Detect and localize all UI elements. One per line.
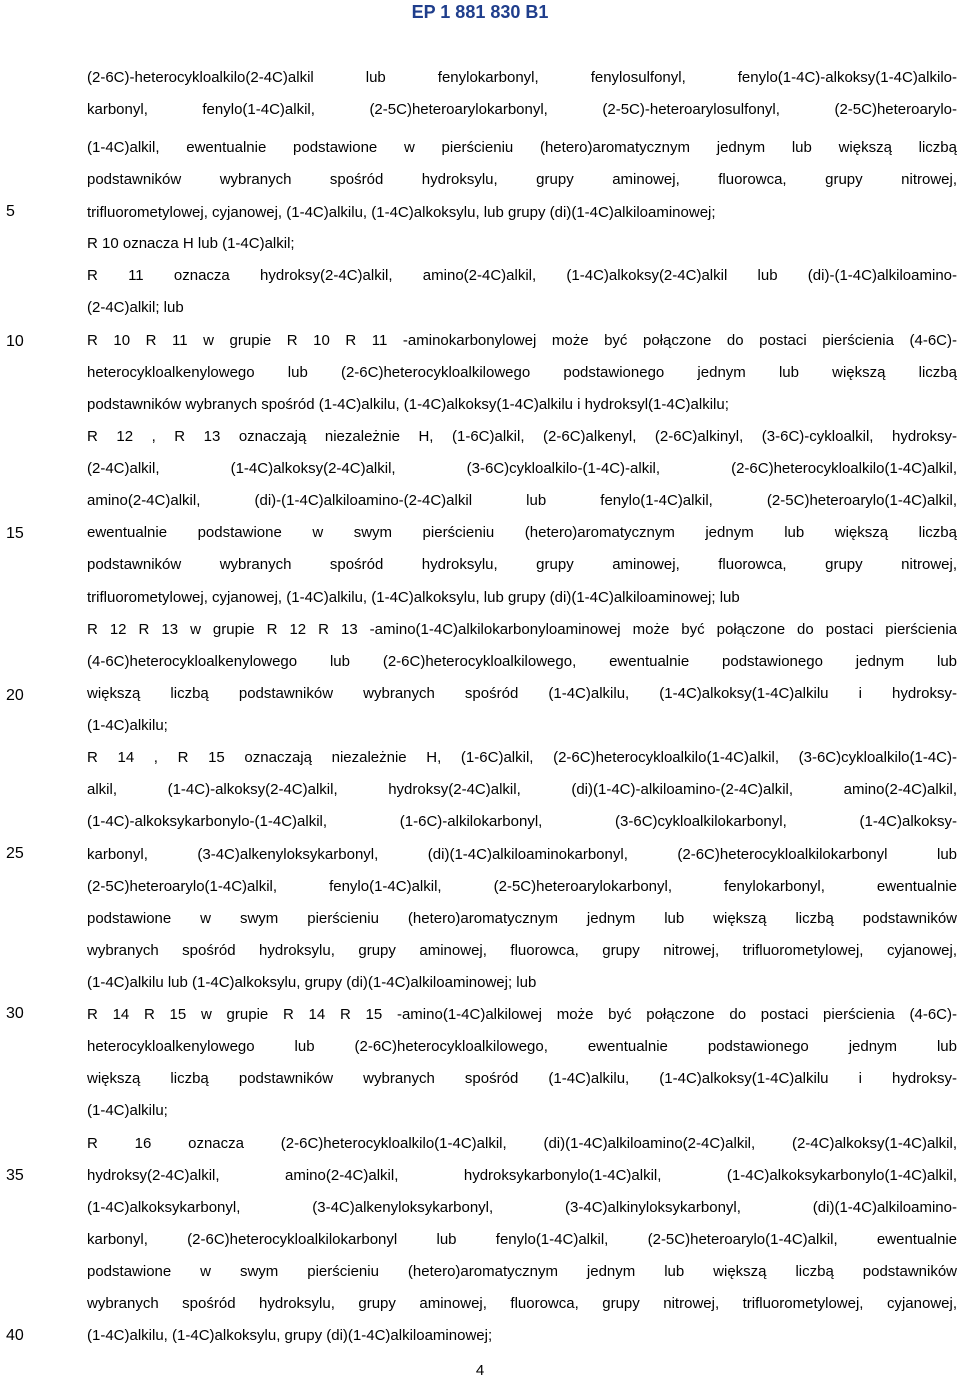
text-line: karbonyl, (3-4C)alkenyloksykarbonyl, (di)(1-4C)alkiloaminokarbonyl, (2-6C)heterocykloalkilokarbonyl lub (87, 846, 957, 863)
text-line: (2-4C)alkil, (1-4C)alkoksy(2-4C)alkil, (3-6C)cykloalkilo-(1-4C)-alkil, (2-6C)heterocykloalkilo(1-4C)alkil, (87, 460, 957, 477)
text-line: R 14 , R 15 oznaczają niezależnie H, (1-6C)alkil, (2-6C)heterocykloalkilo(1-4C)alkil, (3-6C)cykloalkilo(1-4C)- (87, 749, 957, 766)
text-line: trifluorometylowej, cyjanowej, (1-4C)alkilu, (1-4C)alkoksylu, lub grupy (di)(1-4C)alkiloaminowej; lub (87, 589, 740, 606)
line-number: 40 (6, 1327, 24, 1344)
patent-number-header: EP 1 881 830 B1 (411, 2, 549, 22)
text-line: karbonyl, (2-6C)heterocykloalkilokarbonyl lub fenylo(1-4C)alkil, (2-5C)heteroarylo(1-4C)alkil, ewentualnie (87, 1231, 957, 1248)
text-line: wybranych spośród hydroksylu, grupy aminowej, fluorowca, grupy nitrowej, trifluorometylowej, cyjanowej, (87, 1295, 957, 1312)
text-line: R 16 oznacza (2-6C)heterocykloalkilo(1-4C)alkil, (di)(1-4C)alkiloamino(2-4C)alkil, (2-4C)alkoksy(1-4C)alkil, (87, 1135, 957, 1152)
text-line: podstawników wybranych spośród hydroksylu, grupy aminowej, fluorowca, grupy nitrowej, (87, 171, 957, 188)
line-number: 5 (6, 203, 15, 220)
line-number: 30 (6, 1005, 24, 1022)
text-line: (1-4C)alkil, ewentualnie podstawione w pierścieniu (hetero)aromatycznym jednym lub większą liczbą (87, 139, 957, 156)
text-line: trifluorometylowej, cyjanowej, (1-4C)alkilu, (1-4C)alkoksylu, lub grupy (di)(1-4C)alkiloaminowej; (87, 204, 716, 221)
line-number: 10 (6, 333, 24, 350)
text-line: alkil, (1-4C)-alkoksy(2-4C)alkil, hydroksy(2-4C)alkil, (di)(1-4C)-alkiloamino-(2-4C)alkil, amino(2-4C)alkil, (87, 781, 957, 798)
line-number: 15 (6, 525, 24, 542)
text-line: (1-4C)alkilu; (87, 1102, 168, 1119)
text-line: R 14 R 15 w grupie R 14 R 15 -amino(1-4C)alkilowej może być połączone do postaci pierścienia (4-6C)- (87, 1006, 957, 1023)
text-line: (1-4C)alkilu lub (1-4C)alkoksylu, grupy (di)(1-4C)alkiloaminowej; lub (87, 974, 537, 991)
text-line: amino(2-4C)alkil, (di)-(1-4C)alkiloamino-(2-4C)alkil lub fenylo(1-4C)alkil, (2-5C)heteroarylo(1-4C)alkil, (87, 492, 957, 509)
text-line: podstawników wybranych spośród (1-4C)alkilu, (1-4C)alkoksy(1-4C)alkilu i hydroksyl(1-4C)alkilu; (87, 396, 729, 413)
text-line: R 10 oznacza H lub (1-4C)alkil; (87, 235, 295, 252)
text-line: (1-4C)alkoksykarbonyl, (3-4C)alkenyloksykarbonyl, (3-4C)alkinyloksykarbonyl, (di)(1-4C)alkiloamino- (87, 1199, 957, 1216)
text-line: wybranych spośród hydroksylu, grupy aminowej, fluorowca, grupy nitrowej, trifluorometylowej, cyjanowej, (87, 942, 957, 959)
line-number: 25 (6, 845, 24, 862)
text-line: heterocykloalkenylowego lub (2-6C)heterocykloalkilowego, ewentualnie podstawionego jednym lub (87, 1038, 957, 1055)
text-line: R 10 R 11 w grupie R 10 R 11 -aminokarbonylowej może być połączone do postaci pierścienia (4-6C)- (87, 332, 957, 349)
line-number: 20 (6, 687, 24, 704)
text-line: większą liczbą podstawników wybranych spośród (1-4C)alkilu, (1-4C)alkoksy(1-4C)alkilu i hydroksy- (87, 1070, 957, 1087)
text-line: (1-4C)-alkoksykarbonylo-(1-4C)alkil, (1-6C)-alkilokarbonyl, (3-6C)cykloalkilokarbonyl, (1-4C)alkoksy- (87, 813, 957, 830)
text-line: większą liczbą podstawników wybranych spośród (1-4C)alkilu, (1-4C)alkoksy(1-4C)alkilu i hydroksy- (87, 685, 957, 702)
text-line: podstawników wybranych spośród hydroksylu, grupy aminowej, fluorowca, grupy nitrowej, (87, 556, 957, 573)
text-line: (1-4C)alkilu; (87, 717, 168, 734)
text-line: podstawione w swym pierścieniu (hetero)aromatycznym jednym lub większą liczbą podstawników (87, 910, 957, 927)
text-line: R 12 , R 13 oznaczają niezależnie H, (1-6C)alkil, (2-6C)alkenyl, (2-6C)alkinyl, (3-6C)-cykloalkil, hydroksy- (87, 428, 957, 445)
text-line: R 12 R 13 w grupie R 12 R 13 -amino(1-4C)alkilokarbonyloaminowej może być połączone do postaci pierścienia (87, 621, 957, 638)
page-number: 4 (475, 1362, 485, 1379)
text-line: (1-4C)alkilu, (1-4C)alkoksylu, grupy (di)(1-4C)alkiloaminowej; (87, 1327, 493, 1344)
text-line: karbonyl, fenylo(1-4C)alkil, (2-5C)heteroarylokarbonyl, (2-5C)-heteroarylosulfonyl, (2-5C)heteroarylo- (87, 101, 957, 118)
text-line: ewentualnie podstawione w swym pierścieniu (hetero)aromatycznym jednym lub większą liczbą (87, 524, 957, 541)
text-line: hydroksy(2-4C)alkil, amino(2-4C)alkil, hydroksykarbonylo(1-4C)alkil, (1-4C)alkoksykarbonylo(1-4C)alkil, (87, 1167, 957, 1184)
line-number: 35 (6, 1167, 24, 1184)
text-line: (2-5C)heteroarylo(1-4C)alkil, fenylo(1-4C)alkil, (2-5C)heteroarylokarbonyl, fenylokarbonyl, ewentualnie (87, 878, 957, 895)
text-line: (4-6C)heterocykloalkenylowego lub (2-6C)heterocykloalkilowego, ewentualnie podstawionego jednym lub (87, 653, 957, 670)
text-line: podstawione w swym pierścieniu (hetero)aromatycznym jednym lub większą liczbą podstawników (87, 1263, 957, 1280)
text-line: (2-6C)-heterocykloalkilo(2-4C)alkil lub fenylokarbonyl, fenylosulfonyl, fenylo(1-4C)-alkoksy(1-4C)alkilo- (87, 69, 957, 86)
text-line: (2-4C)alkil; lub (87, 299, 184, 316)
text-line: R 11 oznacza hydroksy(2-4C)alkil, amino(2-4C)alkil, (1-4C)alkoksy(2-4C)alkil lub (di)-(1-4C)alkiloamino- (87, 267, 957, 284)
text-line: heterocykloalkenylowego lub (2-6C)heterocykloalkilowego podstawionego jednym lub większą liczbą (87, 364, 957, 381)
